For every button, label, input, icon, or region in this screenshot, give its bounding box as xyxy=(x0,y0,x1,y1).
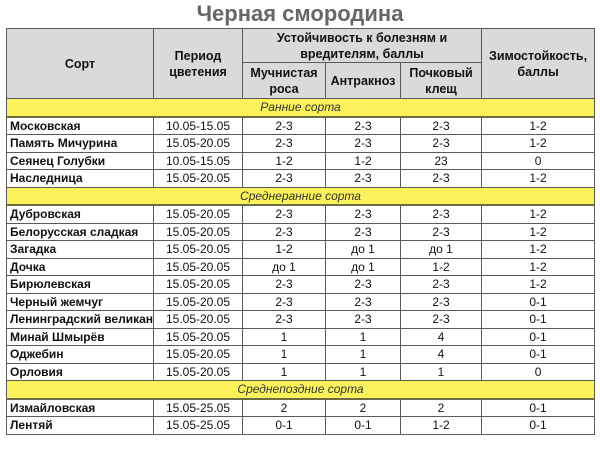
group-label: Ранние сорта xyxy=(7,99,595,117)
group-row xyxy=(7,187,595,205)
table-row xyxy=(7,399,595,417)
group-row xyxy=(7,381,595,399)
powdery-mildew-cell: 2-3 xyxy=(243,205,326,223)
anthracnose-cell: 2-3 xyxy=(326,135,401,153)
bud-mite-cell: 2-3 xyxy=(401,117,482,135)
header-bud-mite: Почковый клещ xyxy=(401,63,482,99)
anthracnose-cell: 2-3 xyxy=(326,311,401,329)
winter-hardiness-cell: 1-2 xyxy=(482,170,595,188)
bud-mite-cell: 2-3 xyxy=(401,205,482,223)
table-row xyxy=(7,223,595,241)
variety-cell: Сеянец Голубки xyxy=(7,152,154,170)
header-anthracnose: Антракноз xyxy=(326,63,401,99)
bloom-period-cell: 15.05-25.05 xyxy=(154,399,243,417)
bloom-period-cell: 15.05-20.05 xyxy=(154,293,243,311)
powdery-mildew-cell: 2-3 xyxy=(243,170,326,188)
table-row xyxy=(7,170,595,188)
bloom-period-cell: 10.05-15.05 xyxy=(154,152,243,170)
table-row xyxy=(7,152,595,170)
table-row xyxy=(7,241,595,259)
variety-cell: Ленинградский великан xyxy=(7,311,154,329)
winter-hardiness-cell: 1-2 xyxy=(482,276,595,294)
variety-cell: Измайловская xyxy=(7,399,154,417)
powdery-mildew-cell: 0-1 xyxy=(243,417,326,435)
powdery-mildew-cell: 2-3 xyxy=(243,223,326,241)
variety-cell: Белорусская сладкая xyxy=(7,223,154,241)
winter-hardiness-cell: 1-2 xyxy=(482,223,595,241)
bud-mite-cell: 2-3 xyxy=(401,293,482,311)
variety-cell: Бирюлевская xyxy=(7,276,154,294)
powdery-mildew-cell: 1 xyxy=(243,328,326,346)
bloom-period-cell: 15.05-25.05 xyxy=(154,417,243,435)
anthracnose-cell: 2 xyxy=(326,399,401,417)
header-variety: Сорт xyxy=(7,29,154,99)
powdery-mildew-cell: 2-3 xyxy=(243,311,326,329)
bloom-period-cell: 10.05-15.05 xyxy=(154,117,243,135)
winter-hardiness-cell: 0-1 xyxy=(482,417,595,435)
powdery-mildew-cell: 2-3 xyxy=(243,276,326,294)
bloom-period-cell: 15.05-20.05 xyxy=(154,276,243,294)
winter-hardiness-cell: 1-2 xyxy=(482,117,595,135)
variety-cell: Оджебин xyxy=(7,346,154,364)
bud-mite-cell: 2-3 xyxy=(401,276,482,294)
anthracnose-cell: до 1 xyxy=(326,258,401,276)
anthracnose-cell: 2-3 xyxy=(326,293,401,311)
variety-cell: Наследница xyxy=(7,170,154,188)
anthracnose-cell: 1 xyxy=(326,328,401,346)
group-row xyxy=(7,99,595,117)
page-title: Черная смородина xyxy=(196,1,404,26)
anthracnose-cell: 2-3 xyxy=(326,117,401,135)
anthracnose-cell: 2-3 xyxy=(326,276,401,294)
winter-hardiness-cell: 0-1 xyxy=(482,293,595,311)
table-row xyxy=(7,135,595,153)
anthracnose-cell: 2-3 xyxy=(326,205,401,223)
bud-mite-cell: 2-3 xyxy=(401,170,482,188)
variety-cell: Память Мичурина xyxy=(7,135,154,153)
winter-hardiness-cell: 1-2 xyxy=(482,258,595,276)
header-powdery-mildew: Мучнистая роса xyxy=(243,63,326,99)
header-bloom-period: Период цветения xyxy=(154,29,243,99)
group-label: Среднепоздние сорта xyxy=(7,381,595,399)
bloom-period-cell: 15.05-20.05 xyxy=(154,363,243,381)
anthracnose-cell: 1 xyxy=(326,363,401,381)
anthracnose-cell: 1 xyxy=(326,346,401,364)
bloom-period-cell: 15.05-20.05 xyxy=(154,170,243,188)
table-row xyxy=(7,328,595,346)
powdery-mildew-cell: 2 xyxy=(243,399,326,417)
anthracnose-cell: 1-2 xyxy=(326,152,401,170)
winter-hardiness-cell: 0 xyxy=(482,152,595,170)
powdery-mildew-cell: 2-3 xyxy=(243,293,326,311)
variety-cell: Загадка xyxy=(7,241,154,259)
winter-hardiness-cell: 0 xyxy=(482,363,595,381)
table-row xyxy=(7,276,595,294)
table-row xyxy=(7,346,595,364)
bloom-period-cell: 15.05-20.05 xyxy=(154,346,243,364)
table-row xyxy=(7,293,595,311)
anthracnose-cell: 2-3 xyxy=(326,223,401,241)
variety-cell: Лентяй xyxy=(7,417,154,435)
winter-hardiness-cell: 0-1 xyxy=(482,328,595,346)
table-row xyxy=(7,117,595,135)
table-row xyxy=(7,363,595,381)
bloom-period-cell: 15.05-20.05 xyxy=(154,311,243,329)
bud-mite-cell: 4 xyxy=(401,346,482,364)
currant-varieties-table xyxy=(6,28,595,435)
bloom-period-cell: 15.05-20.05 xyxy=(154,328,243,346)
winter-hardiness-cell: 1-2 xyxy=(482,241,595,259)
table-row xyxy=(7,258,595,276)
variety-cell: Черный жемчуг xyxy=(7,293,154,311)
header-winter-hardiness: Зимостойкость, баллы xyxy=(482,29,595,99)
bloom-period-cell: 15.05-20.05 xyxy=(154,258,243,276)
table-body xyxy=(7,99,595,435)
table-row xyxy=(7,417,595,435)
anthracnose-cell: до 1 xyxy=(326,241,401,259)
powdery-mildew-cell: 1-2 xyxy=(243,152,326,170)
bloom-period-cell: 15.05-20.05 xyxy=(154,205,243,223)
table-row xyxy=(7,205,595,223)
anthracnose-cell: 2-3 xyxy=(326,170,401,188)
bud-mite-cell: 23 xyxy=(401,152,482,170)
variety-cell: Дочка xyxy=(7,258,154,276)
powdery-mildew-cell: 1 xyxy=(243,346,326,364)
bloom-period-cell: 15.05-20.05 xyxy=(154,241,243,259)
bloom-period-cell: 15.05-20.05 xyxy=(154,135,243,153)
bud-mite-cell: 2 xyxy=(401,399,482,417)
variety-cell: Орловия xyxy=(7,363,154,381)
bud-mite-cell: до 1 xyxy=(401,241,482,259)
bud-mite-cell: 2-3 xyxy=(401,223,482,241)
bud-mite-cell: 2-3 xyxy=(401,135,482,153)
bud-mite-cell: 1 xyxy=(401,363,482,381)
group-label: Среднеранние сорта xyxy=(7,187,595,205)
bud-mite-cell: 1-2 xyxy=(401,417,482,435)
bud-mite-cell: 4 xyxy=(401,328,482,346)
bud-mite-cell: 2-3 xyxy=(401,311,482,329)
powdery-mildew-cell: 2-3 xyxy=(243,135,326,153)
winter-hardiness-cell: 1-2 xyxy=(482,135,595,153)
powdery-mildew-cell: до 1 xyxy=(243,258,326,276)
bud-mite-cell: 1-2 xyxy=(401,258,482,276)
winter-hardiness-cell: 0-1 xyxy=(482,311,595,329)
header-resistance-group: Устойчивость к болезням и вредителям, баллы xyxy=(243,29,482,63)
anthracnose-cell: 0-1 xyxy=(326,417,401,435)
table-row xyxy=(7,311,595,329)
winter-hardiness-cell: 1-2 xyxy=(482,205,595,223)
variety-cell: Дубровская xyxy=(7,205,154,223)
variety-cell: Минай Шмырёв xyxy=(7,328,154,346)
winter-hardiness-cell: 0-1 xyxy=(482,399,595,417)
powdery-mildew-cell: 1-2 xyxy=(243,241,326,259)
winter-hardiness-cell: 0-1 xyxy=(482,346,595,364)
powdery-mildew-cell: 1 xyxy=(243,363,326,381)
variety-cell: Московская xyxy=(7,117,154,135)
bloom-period-cell: 15.05-20.05 xyxy=(154,223,243,241)
powdery-mildew-cell: 2-3 xyxy=(243,117,326,135)
